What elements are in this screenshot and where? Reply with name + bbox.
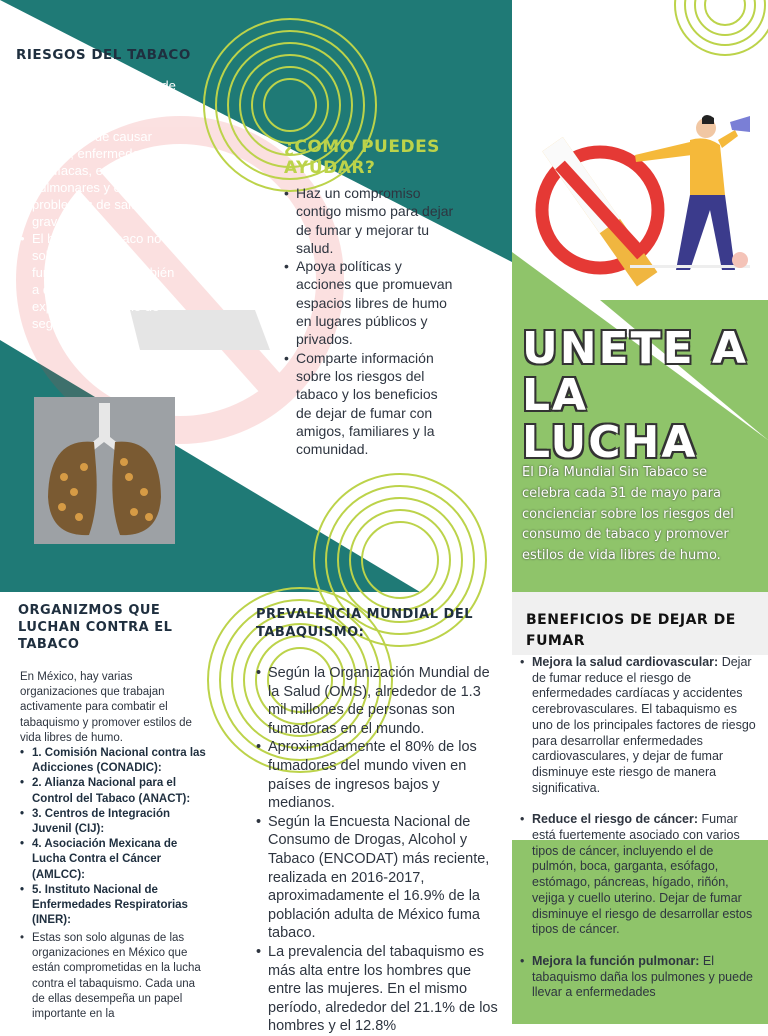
no-smoking-illustration xyxy=(530,110,760,285)
beneficio-text: Fumar está fuertemente asociado con varios tipos de cáncer, incluyendo el de pulmón, boca, garganta, esófago, estómago, páncreas, hígado, riñón, vejiga y cuello uterino. Dejar de fumar disminuye el riesgo de desarrollar estos tipos de cáncer. xyxy=(532,812,753,937)
green-strip-left xyxy=(420,470,512,592)
hero-title-line: LUCHA xyxy=(522,417,698,468)
riesgos-list xyxy=(20,77,185,332)
list-item: • 3. Centros de Integración Juvenil (CIJ): xyxy=(20,807,210,837)
list-item: • 4. Asociación Mexicana de Lucha Contra el Cáncer (AMLCC): xyxy=(20,837,210,883)
beneficio-label: Reduce el riesgo de cáncer: xyxy=(532,812,699,827)
list-item: • Apoya políticas y acciones que promuevan espacios libres de humo en lugares públicos y privados. xyxy=(284,257,456,348)
list-item xyxy=(520,655,760,796)
list-item: • El humo del tabaco no solo afecta a los fumadores, sino también a quienes están expuestos al humo de segunda mano. xyxy=(20,230,185,332)
list-item xyxy=(520,954,760,1001)
beneficio-label: Mejora la función pulmonar: xyxy=(532,953,700,968)
list-item: • La prevalencia del tabaquismo es más alta entre los hombres que entre las mujeres. En el mismo período, alrededor del 21.1% de los hombres y el 12.8% xyxy=(256,943,502,1036)
organismos-title: ORGANIZMOS QUE LUCHAN CONTRA EL TABACO xyxy=(18,603,173,652)
list-item: • El tabaco mata a más de 8 millones de personas cada año. xyxy=(20,77,185,128)
list-item: • Haz un compromiso contigo mismo para dejar de fumar y mejorar tu salud. xyxy=(284,184,456,257)
beneficio-text: Dejar de fumar reduce el riesgo de enfermedades cardíacas y accidentes cerebrovasculares. El tabaquismo es uno de los principales factores de riesgo para desarrollar enfermedades cardiovasculares, y dejar de fumar disminuye este riesgo de manera significativa. xyxy=(532,655,756,795)
lungs-image xyxy=(34,397,175,544)
list-item: • 1. Comisión Nacional contra las Adicciones (CONADIC): xyxy=(20,746,210,776)
list-item: • Aproximadamente el 80% de los fumadores del mundo viven en países de ingresos bajos y medianos. xyxy=(256,738,502,812)
organismos-list xyxy=(20,746,210,928)
hero-title-line: LA xyxy=(522,370,589,421)
beneficio-label: Mejora la salud cardiovascular: xyxy=(532,655,719,669)
riesgos-title: RIESGOS DEL TABACO xyxy=(16,47,191,63)
list-item: • Según la Encuesta Nacional de Consumo de Drogas, Alcohol y Tabaco (ENCODAT) más reciente, realizada en 2016-2017, aproximadamente el 16.9% de la población adulta de México fuma tabaco. xyxy=(256,813,502,943)
list-item: • Comparte información sobre los riesgos del tabaco y los beneficios de dejar de fumar con amigos, familiares y la comunidad. xyxy=(284,349,456,459)
beneficios-title: BENEFICIOS DE DEJAR DE FUMAR xyxy=(526,612,736,649)
hero-title-line: UNETE A xyxy=(522,323,749,374)
hero-title xyxy=(522,325,748,466)
list-item: • Según la Organización Mundial de la Salud (OMS), alrededor de 1.3 mil millones de personas son fumadoras en el mundo. xyxy=(256,664,502,738)
hero-text: El Día Mundial Sin Tabaco se celebra cada 31 de mayo para concienciar sobre los riesgos del consumo de tabaco y promover estilos de vida libres de humo. xyxy=(522,465,734,564)
ayudar-title: ¿COMO PUEDES AYUDAR? xyxy=(284,137,440,178)
beneficios-list xyxy=(520,655,760,1001)
organismos-intro: En México, hay varias organizaciones que trabajan activamente para combatir el tabaquismo y promover estilos de vida libres de humo. xyxy=(20,671,192,744)
prevalencia-list xyxy=(256,664,502,1036)
concentric-circles-topright xyxy=(675,0,768,55)
prevalencia-title: PREVALENCIA MUNDIAL DEL TABAQUISMO: xyxy=(256,607,473,640)
lungs-cigarettes-icon xyxy=(34,397,175,544)
organismos-closing xyxy=(20,931,210,1022)
list-item: • 5. Instituto Nacional de Enfermedades Respiratorias (INER): xyxy=(20,883,210,929)
beneficio-text: El tabaquismo daña los pulmones y puede llevar a enfermedades xyxy=(532,953,753,1000)
list-item xyxy=(520,812,760,938)
ayudar-list xyxy=(284,184,456,458)
list-item: • Fumar puede causar cáncer, enfermedades cardíacas, enfermedades pulmonares y otros problemas de salud graves. xyxy=(20,128,185,230)
list-item: • Estas son solo algunas de las organizaciones en México que están comprometidas en la lucha contra el tabaquismo. Cada una de ellas desempeña un papel importante en la xyxy=(20,931,210,1022)
list-item: • 2. Alianza Nacional para el Control del Tabaco (ANACT): xyxy=(20,776,210,806)
